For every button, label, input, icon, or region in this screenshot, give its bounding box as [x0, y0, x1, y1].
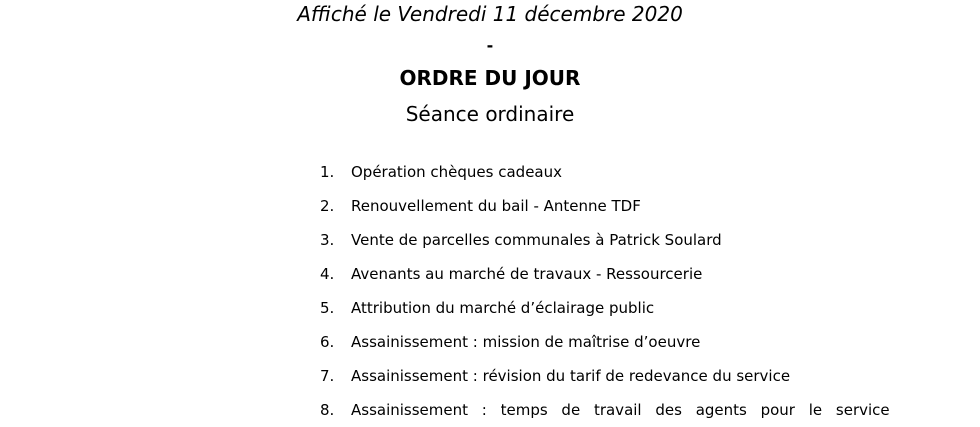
agenda-item-text: Assainissement : révision du tarif de redevance du service — [351, 367, 791, 385]
agenda-item-number: 8. — [320, 401, 335, 419]
agenda-item-text: Vente de parcelles communales à Patrick Soulard — [351, 231, 722, 249]
agenda-item-number: 7. — [320, 367, 335, 385]
agenda-list — [0, 155, 980, 427]
agenda-item-number: 5. — [320, 299, 335, 317]
agenda-item-text: Attribution du marché d’éclairage public — [351, 299, 655, 317]
agenda-item-text: Avenants au marché de travaux - Ressourcerie — [351, 265, 703, 283]
agenda-item — [0, 189, 980, 223]
agenda-item-text: Assainissement : temps de travail des agents pour le service — [351, 401, 890, 419]
agenda-item — [0, 291, 980, 325]
agenda-item — [0, 325, 980, 359]
agenda-item — [0, 223, 980, 257]
agenda-item-number: 1. — [320, 163, 335, 181]
agenda-item-text: Opération chèques cadeaux — [351, 163, 563, 181]
separator-dash: - — [486, 36, 494, 55]
agenda-item-number: 4. — [320, 265, 335, 283]
agenda-item-number: 2. — [320, 197, 335, 215]
agenda-item-text: Renouvellement du bail - Antenne TDF — [351, 197, 641, 215]
agenda-item-number: 3. — [320, 231, 335, 249]
posting-date: Affiché le Vendredi 11 décembre 2020 — [297, 2, 683, 26]
agenda-item — [0, 393, 980, 427]
session-type: Séance ordinaire — [405, 102, 575, 126]
agenda-item — [0, 155, 980, 189]
agenda-item-text: Assainissement : mission de maîtrise d’oeuvre — [351, 333, 701, 351]
agenda-item-number: 6. — [320, 333, 335, 351]
agenda-item — [0, 257, 980, 291]
page-title: ORDRE DU JOUR — [399, 66, 581, 90]
agenda-item — [0, 359, 980, 393]
